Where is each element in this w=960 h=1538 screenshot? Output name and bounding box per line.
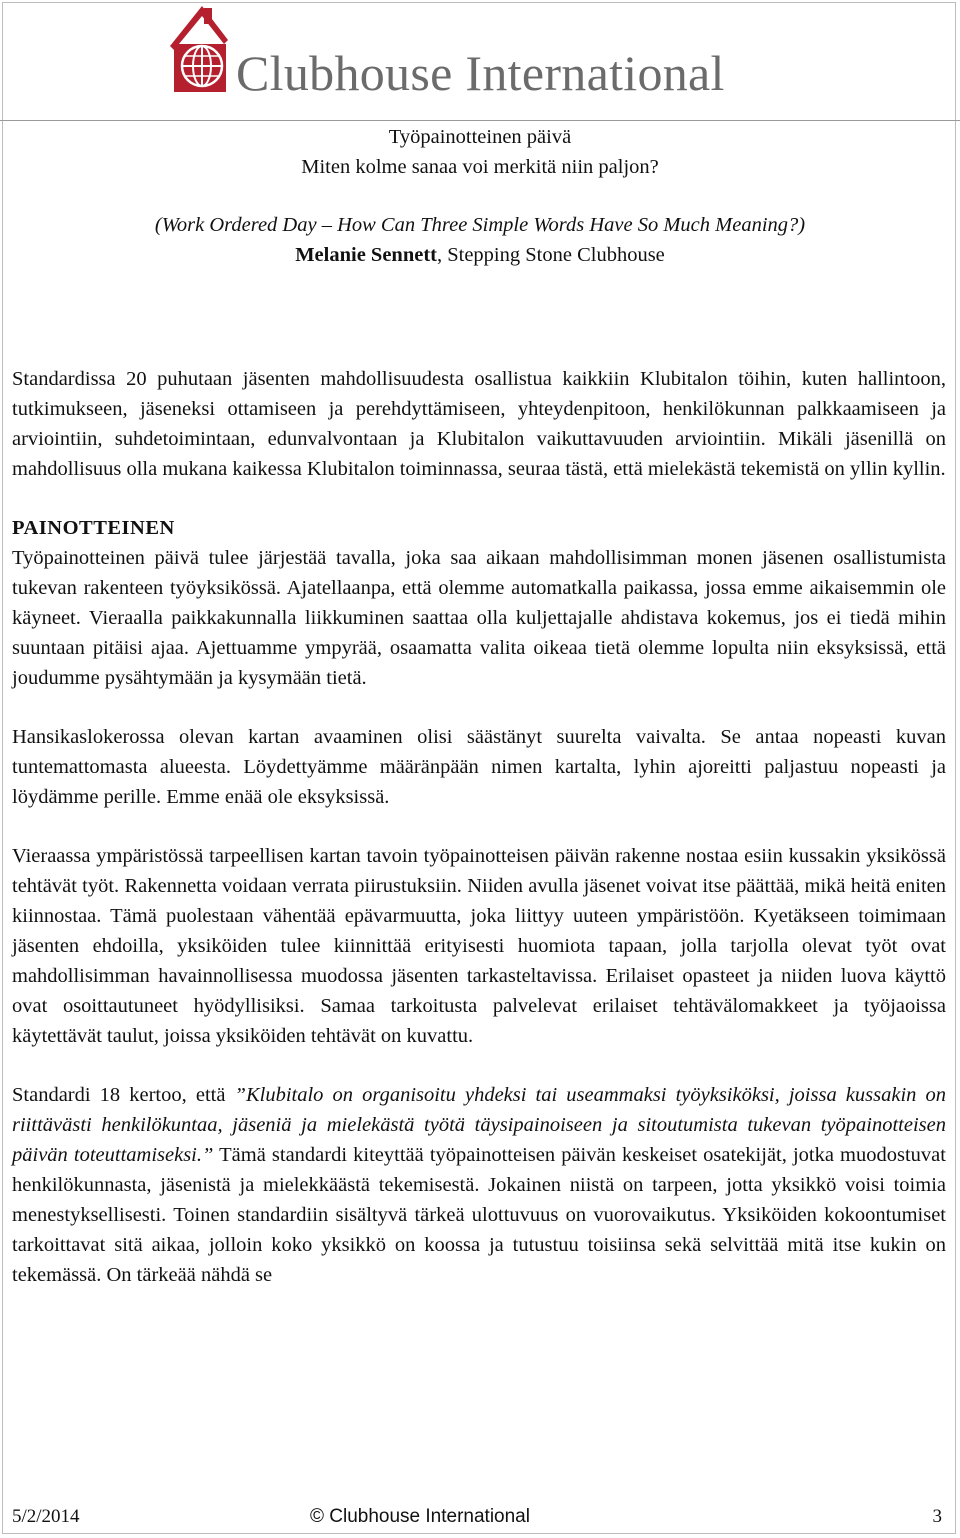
paragraph-standard-20: Standardissa 20 puhutaan jäsenten mahdollisuudesta osallistua kaikkiin Klubitalon töihin, kuten hallintoon, tutkimukseen, jäseneksi ottamiseen ja perehdyttämiseen, yhteydenpitoon, henkilökunnan palkkaamiseen ja arviointiin, suhdetoimintaan, edunvalvontaan ja Klubitalon vaikuttavuuden arviointiin. Mikäli jäsenillä on mahdollisuus olla mukana kaikessa Klubitalon toiminnassa, seuraa tästä, että mielekästä tekemistä on yllin kyllin. [12, 368, 946, 480]
standard-18-quote: ”Klubitalo on organisoitu yhdeksi tai useammaksi työyksiköksi, joissa kussakin on riittävästi henkilökuntaa, jäseniä ja mielekästä työtä täysipainoiseen ja sitoutumista tukevan työpainotteisen päivän toteuttamiseksi.” [12, 1084, 946, 1166]
paragraph-gap [12, 484, 946, 513]
page-footer [12, 1504, 946, 1532]
document-subtitle: Miten kolme sanaa voi merkitä niin paljon? [301, 156, 659, 178]
author-organization: , Stepping Stone Clubhouse [436, 244, 665, 266]
english-subtitle: (Work Ordered Day – How Can Three Simple Words Have So Much Meaning?) [154, 214, 806, 236]
footer-copyright: © Clubhouse International [310, 1506, 530, 1527]
standard-18-intro: Standardi 18 kertoo, että [12, 1084, 235, 1106]
article-body [12, 364, 946, 1290]
brand-name: Clubhouse International [236, 45, 725, 101]
clubhouse-house-globe-logo [166, 2, 232, 94]
header-divider [0, 120, 960, 121]
paragraph-gap [12, 812, 946, 841]
paragraph-standard-18 [12, 1080, 946, 1290]
title-block [0, 122, 960, 182]
footer-date: 5/2/2014 [12, 1506, 80, 1527]
author-line [0, 244, 960, 267]
section-heading: PAINOTTEINEN [12, 517, 175, 539]
paragraph-map: Hansikaslokerossa olevan kartan avaaminen olisi säästänyt suurelta vaivalta. Se antaa nopeasti kuvan tuntemattomasta alueesta. Löydettyämme määränpään nimen kartalta, lyhin ajoreitti paljastuu nopeasti ja löydämme perille. Emme enää ole eksyksissä. [12, 726, 946, 808]
paragraph-gap [12, 1051, 946, 1080]
paragraph-work-ordered-day: Työpainotteinen päivä tulee järjestää tavalla, joka saa aikaan mahdollisimman monen jäsenen osallistumista tukevan rakenteen työyksikössä. Ajatellaanpa, että olemme automatkalla paikassa, jossa emme aikaisemmin ole käyneet. Vieraalla paikkakunnalla liikkuminen saattaa olla kuljettajalle ahdistava kokemus, jos ei tiedä mihin suuntaan pitäisi ajaa. Ajettuamme ympyrää, osaamatta valita oikeaa tietä olemme lopulta niin eksyksissä, että joudumme pysähtymään ja kysymään tietä. [12, 547, 946, 689]
paragraph-gap [12, 693, 946, 722]
standard-18-text: Tämä standardi kiteyttää työpainotteisen päivän keskeiset osatekijät, jotka muodostuvat henkilökunnasta, jäsenistä ja mielekkäästä tekemisestä. Jokainen niistä on tarpeen, jotta yksikkö voisi toimia menestyksellisesti. Toinen standardiin sisältyvä tärkeä ulottuvuus on vuorovaikutus. Yksiköiden kokoontumiset tarkoittavat sitä aikaa, jolloin koko yksikkö on koossa ja tutustuu toisiinsa sekä selvittää mitä itse kukin on tekemässä. On tärkeää nähdä se [12, 1144, 946, 1286]
document-title: Työpainotteinen päivä [388, 126, 572, 148]
paragraph-structure: Vieraassa ympäristössä tarpeellisen kartan tavoin työpainotteisen päivän rakenne nostaa esiin kussakin yksikössä tehtävät työt. Rakennetta voidaan verrata piirustuksiin. Niiden avulla jäsenet voivat itse päättää, mikä heitä eniten kiinnostaa. Tämä puolestaan vähentää epävarmuutta, joka liittyy uuteen ympäristöön. Kyetäkseen toimimaan jäsenten ehdoilla, yksiköiden tulee kiinnittää erityisesti huomiota tapaan, jolla tarjolla olevat työt ovat mahdollisimman havainnollisessa muodossa jäsenten tarkasteltavissa. Erilaiset opasteet ja niiden luova käyttö ovat osoittautuneet hyödyllisiksi. Samaa tarkoitusta palvelevat erilaiset tehtävälomakkeet ja työjaoissa käytettävät taulut, joissa yksiköiden tehtävät on kuvattu. [12, 845, 946, 1047]
author-name: Melanie Sennett [295, 244, 437, 266]
page-number: 3 [932, 1506, 942, 1527]
